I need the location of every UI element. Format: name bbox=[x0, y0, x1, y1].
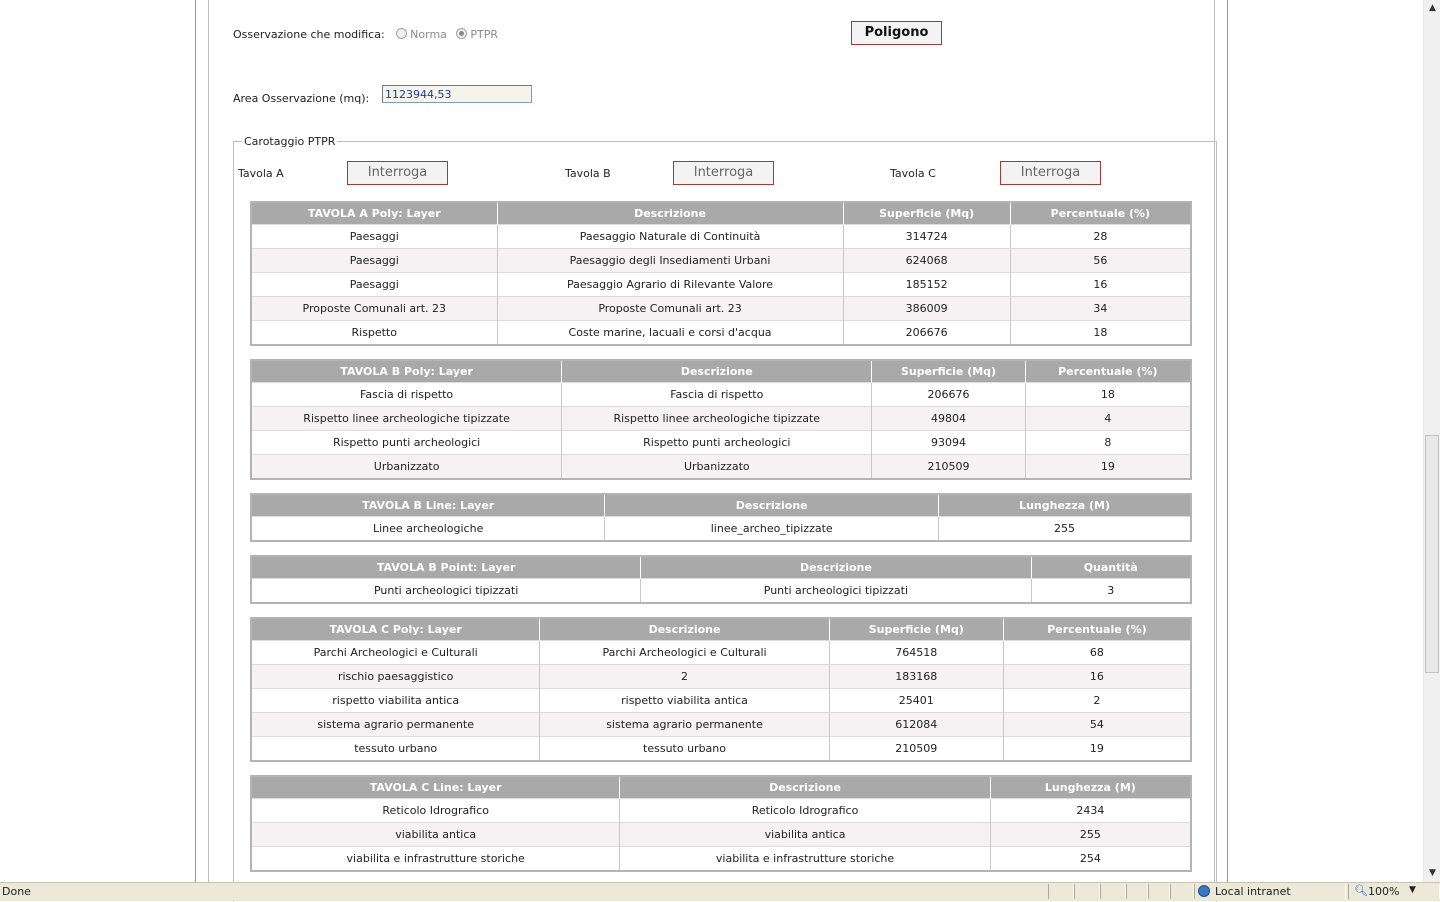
scroll-up-arrow-icon[interactable]: ▲ bbox=[1424, 0, 1440, 17]
tavola-c-poly-table bbox=[250, 617, 1192, 762]
table-row bbox=[251, 297, 1191, 321]
observation-label: Osservazione che modifica: bbox=[233, 28, 385, 41]
table-row bbox=[251, 249, 1191, 273]
interroga-c-button[interactable]: Interroga bbox=[1000, 161, 1101, 185]
table-cell: Rispetto linee archeologiche tipizzate bbox=[251, 407, 562, 431]
table-cell: Rispetto bbox=[251, 321, 497, 346]
table-row bbox=[251, 517, 1191, 542]
table-row bbox=[251, 455, 1191, 480]
norma-radio-label: Norma bbox=[410, 28, 447, 41]
table-cell: 18 bbox=[1010, 321, 1191, 346]
table-cell: 185152 bbox=[843, 273, 1010, 297]
table-cell: 255 bbox=[990, 823, 1191, 847]
table-cell: 210509 bbox=[829, 737, 1003, 762]
table-cell: rischio paesaggistico bbox=[251, 665, 540, 689]
table-header-row bbox=[251, 556, 1191, 579]
table-cell: Coste marine, lacuali e corsi d'acqua bbox=[497, 321, 843, 346]
table-cell: Paesaggio Naturale di Continuità bbox=[497, 225, 843, 249]
tavola-c-label: Tavola C bbox=[890, 167, 936, 180]
table-cell: rispetto viabilita antica bbox=[251, 689, 540, 713]
table-cell: 206676 bbox=[872, 383, 1025, 407]
tavola-b-line-table bbox=[250, 493, 1192, 542]
table-cell: 254 bbox=[990, 847, 1191, 872]
table-cell: 19 bbox=[1025, 455, 1191, 480]
column-header: TAVOLA B Point: Layer bbox=[251, 556, 641, 579]
column-header: TAVOLA A Poly: Layer bbox=[251, 202, 497, 225]
poligono-fieldset bbox=[208, 0, 1215, 892]
table-cell: 2434 bbox=[990, 799, 1191, 823]
table-cell: 16 bbox=[1003, 665, 1191, 689]
status-cell bbox=[1074, 884, 1100, 899]
table-cell: 612084 bbox=[829, 713, 1003, 737]
table-row bbox=[251, 689, 1191, 713]
tavola-c-line-table bbox=[250, 775, 1192, 872]
zoom-level[interactable]: 100% bbox=[1368, 885, 1400, 898]
table-cell: Linee archeologiche bbox=[251, 517, 605, 542]
table-header-row bbox=[251, 360, 1191, 383]
tavola-b-point-table bbox=[250, 555, 1192, 604]
table-cell: Urbanizzato bbox=[562, 455, 872, 480]
status-text: Done bbox=[2, 885, 31, 898]
table-cell: Proposte Comunali art. 23 bbox=[251, 297, 497, 321]
zoom-dropdown-arrow-icon[interactable]: ▼ bbox=[1409, 885, 1416, 895]
table-row bbox=[251, 799, 1191, 823]
table-row bbox=[251, 383, 1191, 407]
table-row bbox=[251, 321, 1191, 346]
page-frame bbox=[195, 0, 1228, 882]
status-bar bbox=[0, 882, 1440, 901]
table-cell: Fascia di rispetto bbox=[562, 383, 872, 407]
ptpr-radio[interactable] bbox=[456, 28, 467, 39]
scroll-down-arrow-icon[interactable]: ▼ bbox=[1424, 865, 1440, 882]
table-header-row bbox=[251, 202, 1191, 225]
table-cell: Punti archeologici tipizzati bbox=[641, 579, 1031, 604]
table-row bbox=[251, 273, 1191, 297]
table-cell: sistema agrario permanente bbox=[540, 713, 829, 737]
column-header: Percentuale (%) bbox=[1010, 202, 1191, 225]
table-cell: Rispetto linee archeologiche tipizzate bbox=[562, 407, 872, 431]
column-header: Superficie (Mq) bbox=[829, 618, 1003, 641]
table-cell: Paesaggi bbox=[251, 273, 497, 297]
table-cell: 25401 bbox=[829, 689, 1003, 713]
table-row bbox=[251, 665, 1191, 689]
table-cell: 56 bbox=[1010, 249, 1191, 273]
area-label: Area Osservazione (mq): bbox=[233, 92, 370, 105]
table-cell: tessuto urbano bbox=[540, 737, 829, 762]
table-cell: 624068 bbox=[843, 249, 1010, 273]
table-cell: tessuto urbano bbox=[251, 737, 540, 762]
table-header-row bbox=[251, 494, 1191, 517]
interroga-b-button[interactable]: Interroga bbox=[673, 161, 774, 185]
table-cell: Paesaggio degli Insediamenti Urbani bbox=[497, 249, 843, 273]
column-header: Superficie (Mq) bbox=[872, 360, 1025, 383]
column-header: Descrizione bbox=[497, 202, 843, 225]
column-header: Percentuale (%) bbox=[1025, 360, 1191, 383]
table-cell: sistema agrario permanente bbox=[251, 713, 540, 737]
table-cell: viabilita e infrastrutture storiche bbox=[620, 847, 990, 872]
tavola-b-label: Tavola B bbox=[565, 167, 611, 180]
table-cell: Rispetto punti archeologici bbox=[251, 431, 562, 455]
tavola-a-label: Tavola A bbox=[238, 167, 284, 180]
table-cell: 2 bbox=[540, 665, 829, 689]
zoom-icon[interactable]: 🔍︎ bbox=[1354, 884, 1368, 897]
column-header: TAVOLA C Line: Layer bbox=[251, 776, 620, 799]
table-cell: 764518 bbox=[829, 641, 1003, 665]
status-cell bbox=[1100, 884, 1126, 899]
column-header: Percentuale (%) bbox=[1003, 618, 1191, 641]
table-row bbox=[251, 823, 1191, 847]
table-cell: 8 bbox=[1025, 431, 1191, 455]
table-row bbox=[251, 847, 1191, 872]
table-cell: 2 bbox=[1003, 689, 1191, 713]
table-row bbox=[251, 431, 1191, 455]
area-input[interactable]: 1123944,53 bbox=[382, 85, 532, 103]
table-row bbox=[251, 225, 1191, 249]
column-header: Descrizione bbox=[641, 556, 1031, 579]
poligono-button[interactable]: Poligono bbox=[851, 21, 942, 45]
table-cell: 54 bbox=[1003, 713, 1191, 737]
table-header-row bbox=[251, 618, 1191, 641]
column-header: Descrizione bbox=[562, 360, 872, 383]
table-cell: 210509 bbox=[872, 455, 1025, 480]
scroll-thumb[interactable] bbox=[1425, 435, 1439, 673]
column-header: Descrizione bbox=[605, 494, 939, 517]
globe-icon bbox=[1198, 885, 1210, 897]
table-cell: Paesaggi bbox=[251, 249, 497, 273]
column-header: Superficie (Mq) bbox=[843, 202, 1010, 225]
table-cell: viabilita e infrastrutture storiche bbox=[251, 847, 620, 872]
column-header: Lunghezza (M) bbox=[939, 494, 1191, 517]
table-cell: Parchi Archeologici e Culturali bbox=[540, 641, 829, 665]
table-row bbox=[251, 407, 1191, 431]
table-cell: 28 bbox=[1010, 225, 1191, 249]
column-header: Lunghezza (M) bbox=[990, 776, 1191, 799]
table-row bbox=[251, 641, 1191, 665]
table-cell: Proposte Comunali art. 23 bbox=[497, 297, 843, 321]
table-cell: 16 bbox=[1010, 273, 1191, 297]
interroga-a-button[interactable]: Interroga bbox=[347, 161, 448, 185]
table-row bbox=[251, 737, 1191, 762]
table-cell: 34 bbox=[1010, 297, 1191, 321]
column-header: TAVOLA C Poly: Layer bbox=[251, 618, 540, 641]
table-cell: 93094 bbox=[872, 431, 1025, 455]
table-cell: Parchi Archeologici e Culturali bbox=[251, 641, 540, 665]
status-cell bbox=[1126, 884, 1148, 899]
status-cell bbox=[1170, 884, 1194, 899]
table-row bbox=[251, 579, 1191, 604]
security-zone: Local intranet bbox=[1215, 885, 1291, 898]
table-cell: 3 bbox=[1031, 579, 1191, 604]
column-header: Descrizione bbox=[540, 618, 829, 641]
table-cell: Punti archeologici tipizzati bbox=[251, 579, 641, 604]
norma-radio[interactable] bbox=[396, 28, 407, 39]
table-cell: Reticolo Idrografico bbox=[251, 799, 620, 823]
table-cell: 314724 bbox=[843, 225, 1010, 249]
column-header: Descrizione bbox=[620, 776, 990, 799]
table-row bbox=[251, 713, 1191, 737]
table-cell: Reticolo Idrografico bbox=[620, 799, 990, 823]
table-header-row bbox=[251, 776, 1191, 799]
table-cell: 68 bbox=[1003, 641, 1191, 665]
tavola-b-poly-table bbox=[250, 359, 1192, 480]
table-cell: 19 bbox=[1003, 737, 1191, 762]
table-cell: linee_archeo_tipizzate bbox=[605, 517, 939, 542]
table-cell: 255 bbox=[939, 517, 1191, 542]
tavola-a-poly-table bbox=[250, 201, 1192, 346]
table-cell: Rispetto punti archeologici bbox=[562, 431, 872, 455]
table-cell: Paesaggio Agrario di Rilevante Valore bbox=[497, 273, 843, 297]
column-header: TAVOLA B Poly: Layer bbox=[251, 360, 562, 383]
table-cell: Urbanizzato bbox=[251, 455, 562, 480]
status-cell bbox=[1148, 884, 1170, 899]
table-cell: Paesaggi bbox=[251, 225, 497, 249]
carotaggio-fieldset bbox=[233, 135, 1217, 902]
table-cell: Fascia di rispetto bbox=[251, 383, 562, 407]
status-cell bbox=[1048, 884, 1074, 899]
table-cell: viabilita antica bbox=[620, 823, 990, 847]
table-cell: 183168 bbox=[829, 665, 1003, 689]
observation-row bbox=[233, 28, 504, 41]
table-cell: 49804 bbox=[872, 407, 1025, 431]
vertical-scrollbar[interactable] bbox=[1423, 0, 1440, 882]
table-cell: 4 bbox=[1025, 407, 1191, 431]
carotaggio-legend: Carotaggio PTPR bbox=[244, 135, 336, 148]
column-header: Quantità bbox=[1031, 556, 1191, 579]
column-header: TAVOLA B Line: Layer bbox=[251, 494, 605, 517]
table-cell: viabilita antica bbox=[251, 823, 620, 847]
table-cell: 18 bbox=[1025, 383, 1191, 407]
ptpr-radio-label: PTPR bbox=[470, 28, 499, 41]
table-cell: 386009 bbox=[843, 297, 1010, 321]
table-cell: 206676 bbox=[843, 321, 1010, 346]
table-cell: rispetto viabilita antica bbox=[540, 689, 829, 713]
